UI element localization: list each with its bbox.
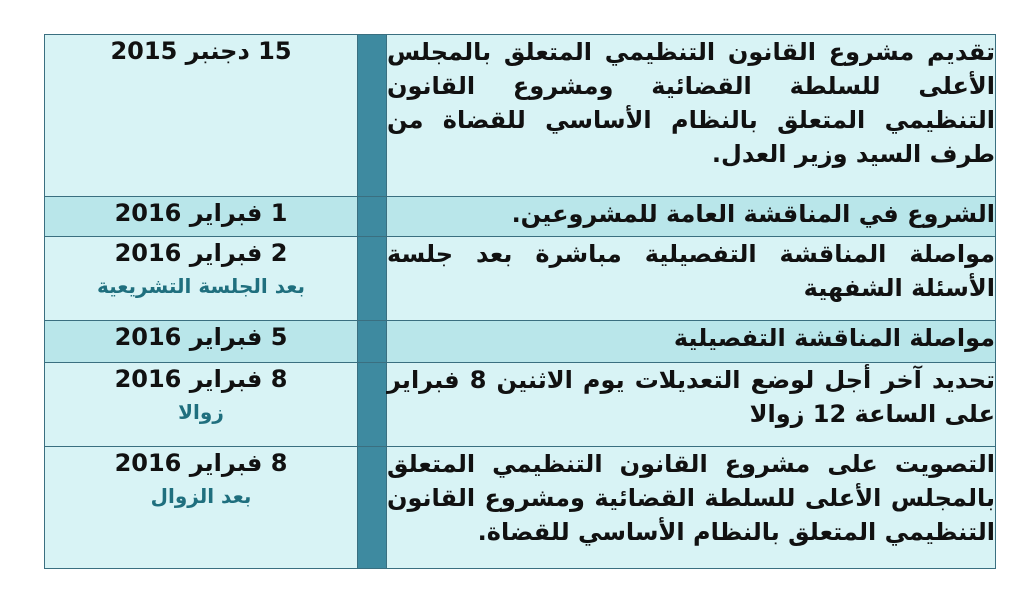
event-text: الشروع في المناقشة العامة للمشروعين. bbox=[387, 197, 996, 237]
timeline-row bbox=[45, 237, 996, 321]
date-cell bbox=[45, 447, 358, 569]
timeline-sheet bbox=[44, 34, 996, 574]
date-cell bbox=[45, 197, 358, 237]
date-text: 2 فبراير 2016 bbox=[114, 239, 288, 267]
event-text: مواصلة المناقشة التفصيلية bbox=[387, 321, 996, 363]
separator-bar bbox=[358, 447, 387, 569]
timeline-row bbox=[45, 363, 996, 447]
timeline-row bbox=[45, 35, 996, 197]
separator-bar bbox=[358, 35, 387, 197]
legislative-timeline-table bbox=[44, 34, 996, 569]
event-text: تقديم مشروع القانون التنظيمي المتعلق بالمجلس الأعلى للسلطة القضائية ومشروع القانون التنظيمي المتعلق بالنظام الأساسي للقضاة من طرف السيد وزير العدل. bbox=[387, 35, 996, 197]
timeline-row bbox=[45, 447, 996, 569]
date-text: 1 فبراير 2016 bbox=[114, 199, 288, 227]
date-cell bbox=[45, 321, 358, 363]
event-text: مواصلة المناقشة التفصيلية مباشرة بعد جلسة الأسئلة الشفهية bbox=[387, 237, 996, 321]
date-note: زوالا bbox=[178, 400, 224, 424]
separator-bar bbox=[358, 237, 387, 321]
date-cell bbox=[45, 35, 358, 197]
date-note: بعد الجلسة التشريعية bbox=[96, 274, 306, 298]
date-text: 15 دجنبر 2015 bbox=[110, 37, 292, 65]
timeline-row bbox=[45, 321, 996, 363]
date-cell bbox=[45, 363, 358, 447]
event-text: التصويت على مشروع القانون التنظيمي المتعلق بالمجلس الأعلى للسلطة القضائية ومشروع القانون التنظيمي المتعلق بالنظام الأساسي للقضاة. bbox=[387, 447, 996, 569]
date-text: 8 فبراير 2016 bbox=[114, 365, 288, 393]
separator-bar bbox=[358, 321, 387, 363]
date-note: بعد الزوال bbox=[150, 484, 252, 508]
timeline-row bbox=[45, 197, 996, 237]
date-cell bbox=[45, 237, 358, 321]
separator-bar bbox=[358, 363, 387, 447]
date-text: 8 فبراير 2016 bbox=[114, 449, 288, 477]
separator-bar bbox=[358, 197, 387, 237]
date-text: 5 فبراير 2016 bbox=[114, 323, 288, 351]
event-text: تحديد آخر أجل لوضع التعديلات يوم الاثنين 8 فبراير على الساعة 12 زوالا bbox=[387, 363, 996, 447]
